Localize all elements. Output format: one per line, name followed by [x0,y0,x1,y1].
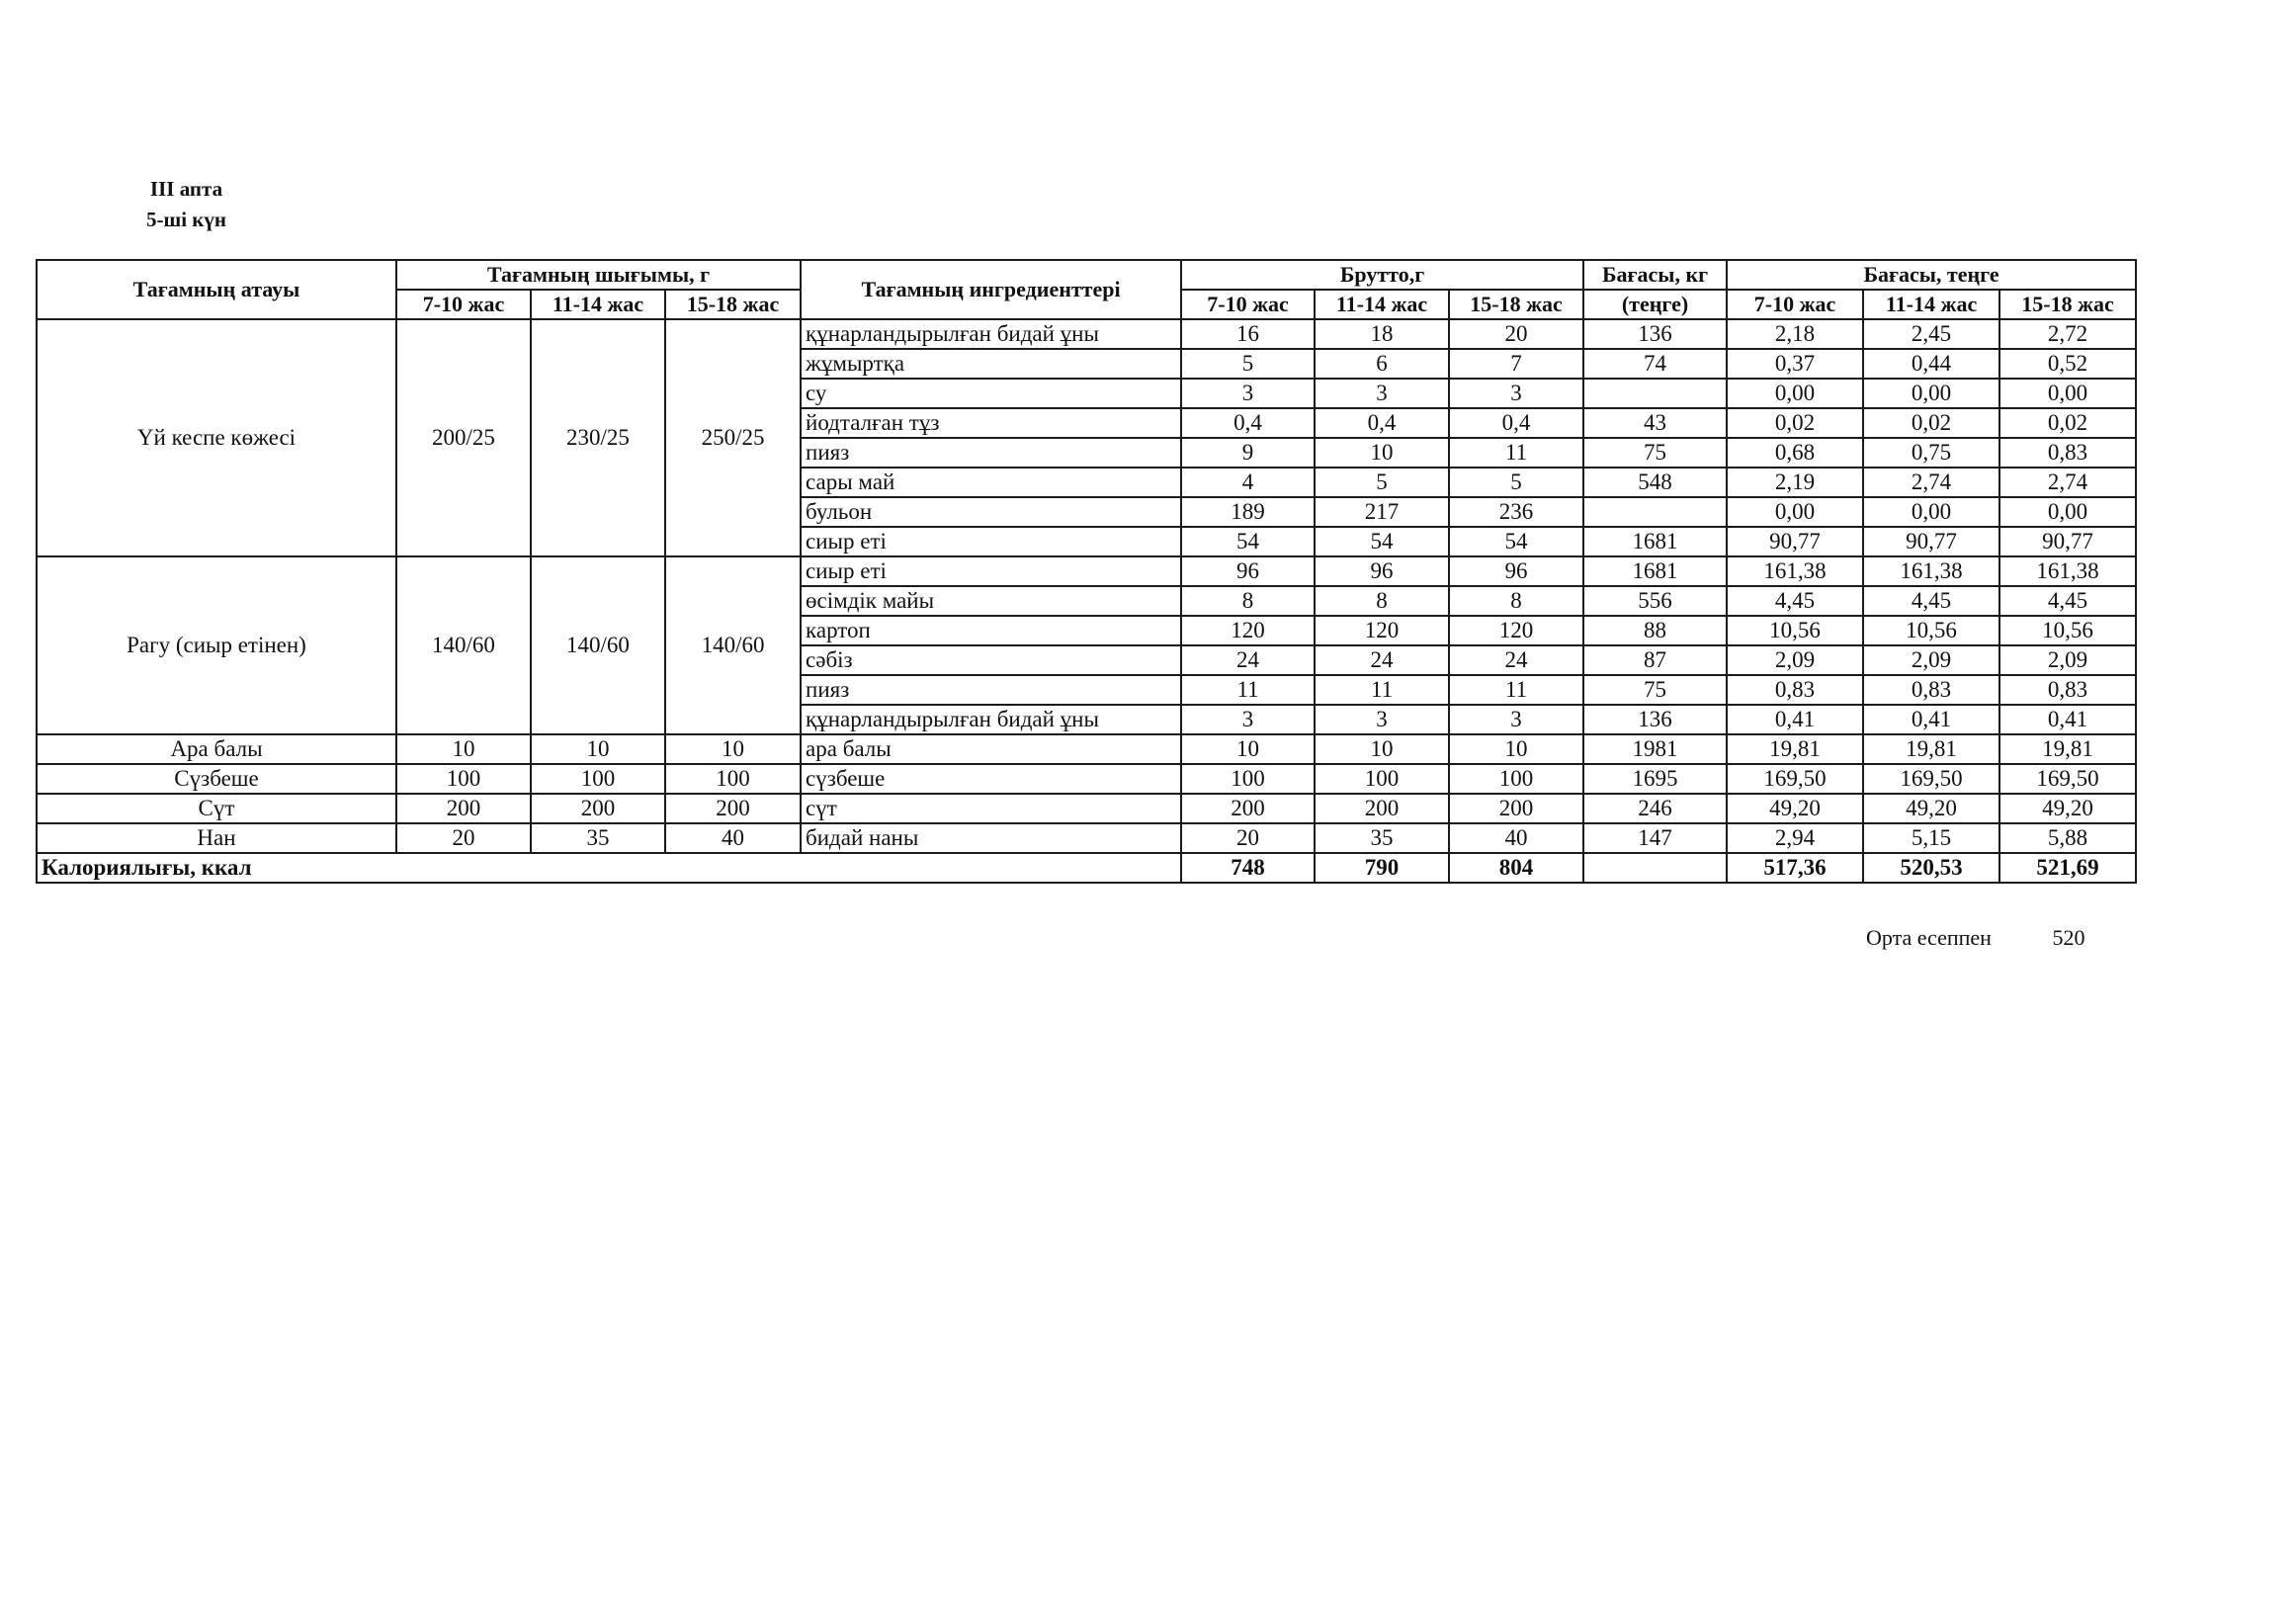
brutto-cell: 5 [1449,468,1583,497]
price-cell: 2,18 [1727,319,1863,349]
brutto-cell: 8 [1181,586,1315,616]
total-price: 521,69 [1999,853,2136,883]
week-label: III апта [149,177,223,201]
ingredient-name: сүт [801,794,1181,823]
brutto-cell: 18 [1315,319,1449,349]
brutto-cell: 236 [1449,497,1583,527]
price-cell: 2,74 [1863,468,1999,497]
brutto-cell: 3 [1181,705,1315,734]
dish-name: Сүзбеше [37,764,396,794]
price-cell: 0,83 [1999,438,2136,468]
price-cell: 169,50 [1727,764,1863,794]
price-cell: 169,50 [1999,764,2136,794]
total-calories: 804 [1449,853,1583,883]
brutto-cell: 0,4 [1315,408,1449,438]
brutto-cell: 96 [1449,556,1583,586]
brutto-cell: 200 [1315,794,1449,823]
brutto-cell: 0,4 [1449,408,1583,438]
price-kg-cell: 75 [1583,675,1727,705]
dish-output: 140/60 [531,556,665,734]
table-row [37,764,2136,794]
brutto-cell: 8 [1449,586,1583,616]
price-kg-cell [1583,379,1727,408]
ingredient-name: бидай наны [801,823,1181,853]
dish-name: Сүт [37,794,396,823]
brutto-cell: 24 [1315,645,1449,675]
price-cell: 10,56 [1727,616,1863,645]
price-cell: 0,44 [1863,349,1999,379]
price-kg-cell: 147 [1583,823,1727,853]
brutto-cell: 100 [1449,764,1583,794]
price-cell: 19,81 [1999,734,2136,764]
brutto-cell: 217 [1315,497,1449,527]
dish-name: Ара балы [37,734,396,764]
price-cell: 4,45 [1727,586,1863,616]
brutto-cell: 5 [1181,349,1315,379]
age-header: 7-10 жас [1727,290,1863,319]
age-header: 11-14 жас [1863,290,1999,319]
dish-output: 230/25 [531,319,665,556]
dish-output: 200 [396,794,531,823]
price-cell: 10,56 [1863,616,1999,645]
dish-name: Рагу (сиыр етінен) [37,556,396,734]
age-header: 15-18 жас [1999,290,2136,319]
dish-output: 10 [665,734,801,764]
price-cell: 0,00 [1999,379,2136,408]
brutto-cell: 54 [1181,527,1315,556]
age-header: 11-14 жас [1315,290,1449,319]
price-cell: 0,02 [1863,408,1999,438]
table-row [37,556,2136,586]
total-label: Калориялығы, ккал [37,853,1181,883]
price-cell: 2,09 [1727,645,1863,675]
brutto-cell: 10 [1315,734,1449,764]
price-kg-cell: 88 [1583,616,1727,645]
dish-output: 140/60 [665,556,801,734]
brutto-cell: 11 [1449,438,1583,468]
dish-output: 140/60 [396,556,531,734]
brutto-cell: 24 [1449,645,1583,675]
price-cell: 49,20 [1727,794,1863,823]
price-cell: 10,56 [1999,616,2136,645]
price-kg-cell: 136 [1583,319,1727,349]
dish-output: 250/25 [665,319,801,556]
price-tenge-header: Бағасы, теңге [1727,260,2136,290]
ingredient-name: сүзбеше [801,764,1181,794]
brutto-cell: 40 [1449,823,1583,853]
total-price: 517,36 [1727,853,1863,883]
menu-body [37,319,2136,853]
ingredients-header: Тағамның ингредиенттері [801,260,1181,319]
table-row [37,734,2136,764]
table-row [37,823,2136,853]
brutto-cell: 100 [1181,764,1315,794]
brutto-cell: 10 [1315,438,1449,468]
ingredient-name: ара балы [801,734,1181,764]
brutto-cell: 3 [1449,705,1583,734]
brutto-cell: 189 [1181,497,1315,527]
dish-output: 35 [531,823,665,853]
price-kg-cell: 1695 [1583,764,1727,794]
ingredient-name: сары май [801,468,1181,497]
price-kg-cell: 136 [1583,705,1727,734]
brutto-cell: 10 [1449,734,1583,764]
price-cell: 2,45 [1863,319,1999,349]
page-heading [146,174,226,235]
brutto-cell: 11 [1181,675,1315,705]
price-cell: 2,09 [1999,645,2136,675]
ingredient-name: жұмыртқа [801,349,1181,379]
age-header: 7-10 жас [396,290,531,319]
brutto-cell: 200 [1181,794,1315,823]
brutto-cell: 8 [1315,586,1449,616]
price-cell: 0,41 [1999,705,2136,734]
price-cell: 90,77 [1727,527,1863,556]
average-value: 520 [2052,925,2085,950]
dish-name: Үй кеспе көжесі [37,319,396,556]
header-row-1 [37,260,2136,290]
price-kg-cell [1583,497,1727,527]
brutto-cell: 16 [1181,319,1315,349]
price-cell: 49,20 [1999,794,2136,823]
total-calories: 790 [1315,853,1449,883]
brutto-cell: 24 [1181,645,1315,675]
price-cell: 0,00 [1999,497,2136,527]
dish-output: 100 [531,764,665,794]
price-kg-subheader: (теңге) [1583,290,1727,319]
price-kg-header: Бағасы, кг [1583,260,1727,290]
day-label: 5-ші күн [146,208,227,231]
total-row [37,853,2136,883]
price-cell: 0,52 [1999,349,2136,379]
brutto-cell: 7 [1449,349,1583,379]
brutto-cell: 54 [1315,527,1449,556]
average-label: Орта есеппен [1866,925,1992,950]
brutto-cell: 96 [1315,556,1449,586]
brutto-cell: 4 [1181,468,1315,497]
ingredient-name: пияз [801,438,1181,468]
dish-output: 20 [396,823,531,853]
price-cell: 0,83 [1727,675,1863,705]
price-cell: 5,15 [1863,823,1999,853]
price-cell: 0,02 [1727,408,1863,438]
average-line [1866,925,2084,951]
price-kg-cell: 75 [1583,438,1727,468]
price-kg-cell: 43 [1583,408,1727,438]
brutto-cell: 120 [1449,616,1583,645]
brutto-cell: 5 [1315,468,1449,497]
price-kg-cell: 1681 [1583,527,1727,556]
price-cell: 161,38 [1863,556,1999,586]
dish-output: 200/25 [396,319,531,556]
total-empty-cell [1583,853,1727,883]
price-kg-cell: 246 [1583,794,1727,823]
brutto-cell: 6 [1315,349,1449,379]
ingredient-name: өсімдік майы [801,586,1181,616]
ingredient-name: йодталған тұз [801,408,1181,438]
ingredient-name: пияз [801,675,1181,705]
price-cell: 161,38 [1999,556,2136,586]
total-price: 520,53 [1863,853,1999,883]
brutto-cell: 3 [1315,705,1449,734]
price-cell: 90,77 [1863,527,1999,556]
brutto-cell: 0,4 [1181,408,1315,438]
menu-table [36,259,2137,884]
price-kg-cell: 74 [1583,349,1727,379]
brutto-header: Брутто,г [1181,260,1583,290]
ingredient-name: су [801,379,1181,408]
price-cell: 2,09 [1863,645,1999,675]
price-kg-cell: 556 [1583,586,1727,616]
price-cell: 4,45 [1999,586,2136,616]
ingredient-name: картоп [801,616,1181,645]
output-header: Тағамның шығымы, г [396,260,801,290]
brutto-cell: 54 [1449,527,1583,556]
ingredient-name: құнарландырылған бидай ұны [801,319,1181,349]
brutto-cell: 11 [1449,675,1583,705]
price-cell: 2,94 [1727,823,1863,853]
brutto-cell: 3 [1315,379,1449,408]
price-cell: 19,81 [1863,734,1999,764]
price-cell: 0,41 [1727,705,1863,734]
price-cell: 0,75 [1863,438,1999,468]
price-cell: 161,38 [1727,556,1863,586]
brutto-cell: 100 [1315,764,1449,794]
price-cell: 0,83 [1863,675,1999,705]
brutto-cell: 3 [1181,379,1315,408]
price-cell: 0,00 [1727,379,1863,408]
price-kg-cell: 548 [1583,468,1727,497]
price-cell: 0,41 [1863,705,1999,734]
price-kg-cell: 1681 [1583,556,1727,586]
price-cell: 0,02 [1999,408,2136,438]
brutto-cell: 20 [1449,319,1583,349]
price-cell: 0,00 [1727,497,1863,527]
brutto-cell: 200 [1449,794,1583,823]
price-cell: 0,68 [1727,438,1863,468]
brutto-cell: 11 [1315,675,1449,705]
price-cell: 90,77 [1999,527,2136,556]
price-kg-cell: 1981 [1583,734,1727,764]
price-kg-cell: 87 [1583,645,1727,675]
price-cell: 0,37 [1727,349,1863,379]
dish-output: 200 [665,794,801,823]
price-cell: 5,88 [1999,823,2136,853]
price-cell: 2,74 [1999,468,2136,497]
brutto-cell: 10 [1181,734,1315,764]
price-cell: 49,20 [1863,794,1999,823]
dish-output: 40 [665,823,801,853]
ingredient-name: бульон [801,497,1181,527]
dish-output: 200 [531,794,665,823]
brutto-cell: 3 [1449,379,1583,408]
ingredient-name: сиыр еті [801,527,1181,556]
brutto-cell: 120 [1181,616,1315,645]
ingredient-name: құнарландырылған бидай ұны [801,705,1181,734]
ingredient-name: сиыр еті [801,556,1181,586]
age-header: 7-10 жас [1181,290,1315,319]
price-cell: 0,83 [1999,675,2136,705]
price-cell: 0,00 [1863,379,1999,408]
age-header: 11-14 жас [531,290,665,319]
age-header: 15-18 жас [665,290,801,319]
brutto-cell: 96 [1181,556,1315,586]
table-row [37,319,2136,349]
brutto-cell: 20 [1181,823,1315,853]
dish-name-header: Тағамның атауы [37,260,396,319]
dish-name: Нан [37,823,396,853]
price-cell: 0,00 [1863,497,1999,527]
price-cell: 2,72 [1999,319,2136,349]
brutto-cell: 35 [1315,823,1449,853]
dish-output: 10 [396,734,531,764]
total-calories: 748 [1181,853,1315,883]
dish-output: 100 [665,764,801,794]
age-header: 15-18 жас [1449,290,1583,319]
brutto-cell: 120 [1315,616,1449,645]
dish-output: 10 [531,734,665,764]
price-cell: 169,50 [1863,764,1999,794]
dish-output: 100 [396,764,531,794]
price-cell: 2,19 [1727,468,1863,497]
ingredient-name: сәбіз [801,645,1181,675]
price-cell: 19,81 [1727,734,1863,764]
table-row [37,794,2136,823]
price-cell: 4,45 [1863,586,1999,616]
brutto-cell: 9 [1181,438,1315,468]
